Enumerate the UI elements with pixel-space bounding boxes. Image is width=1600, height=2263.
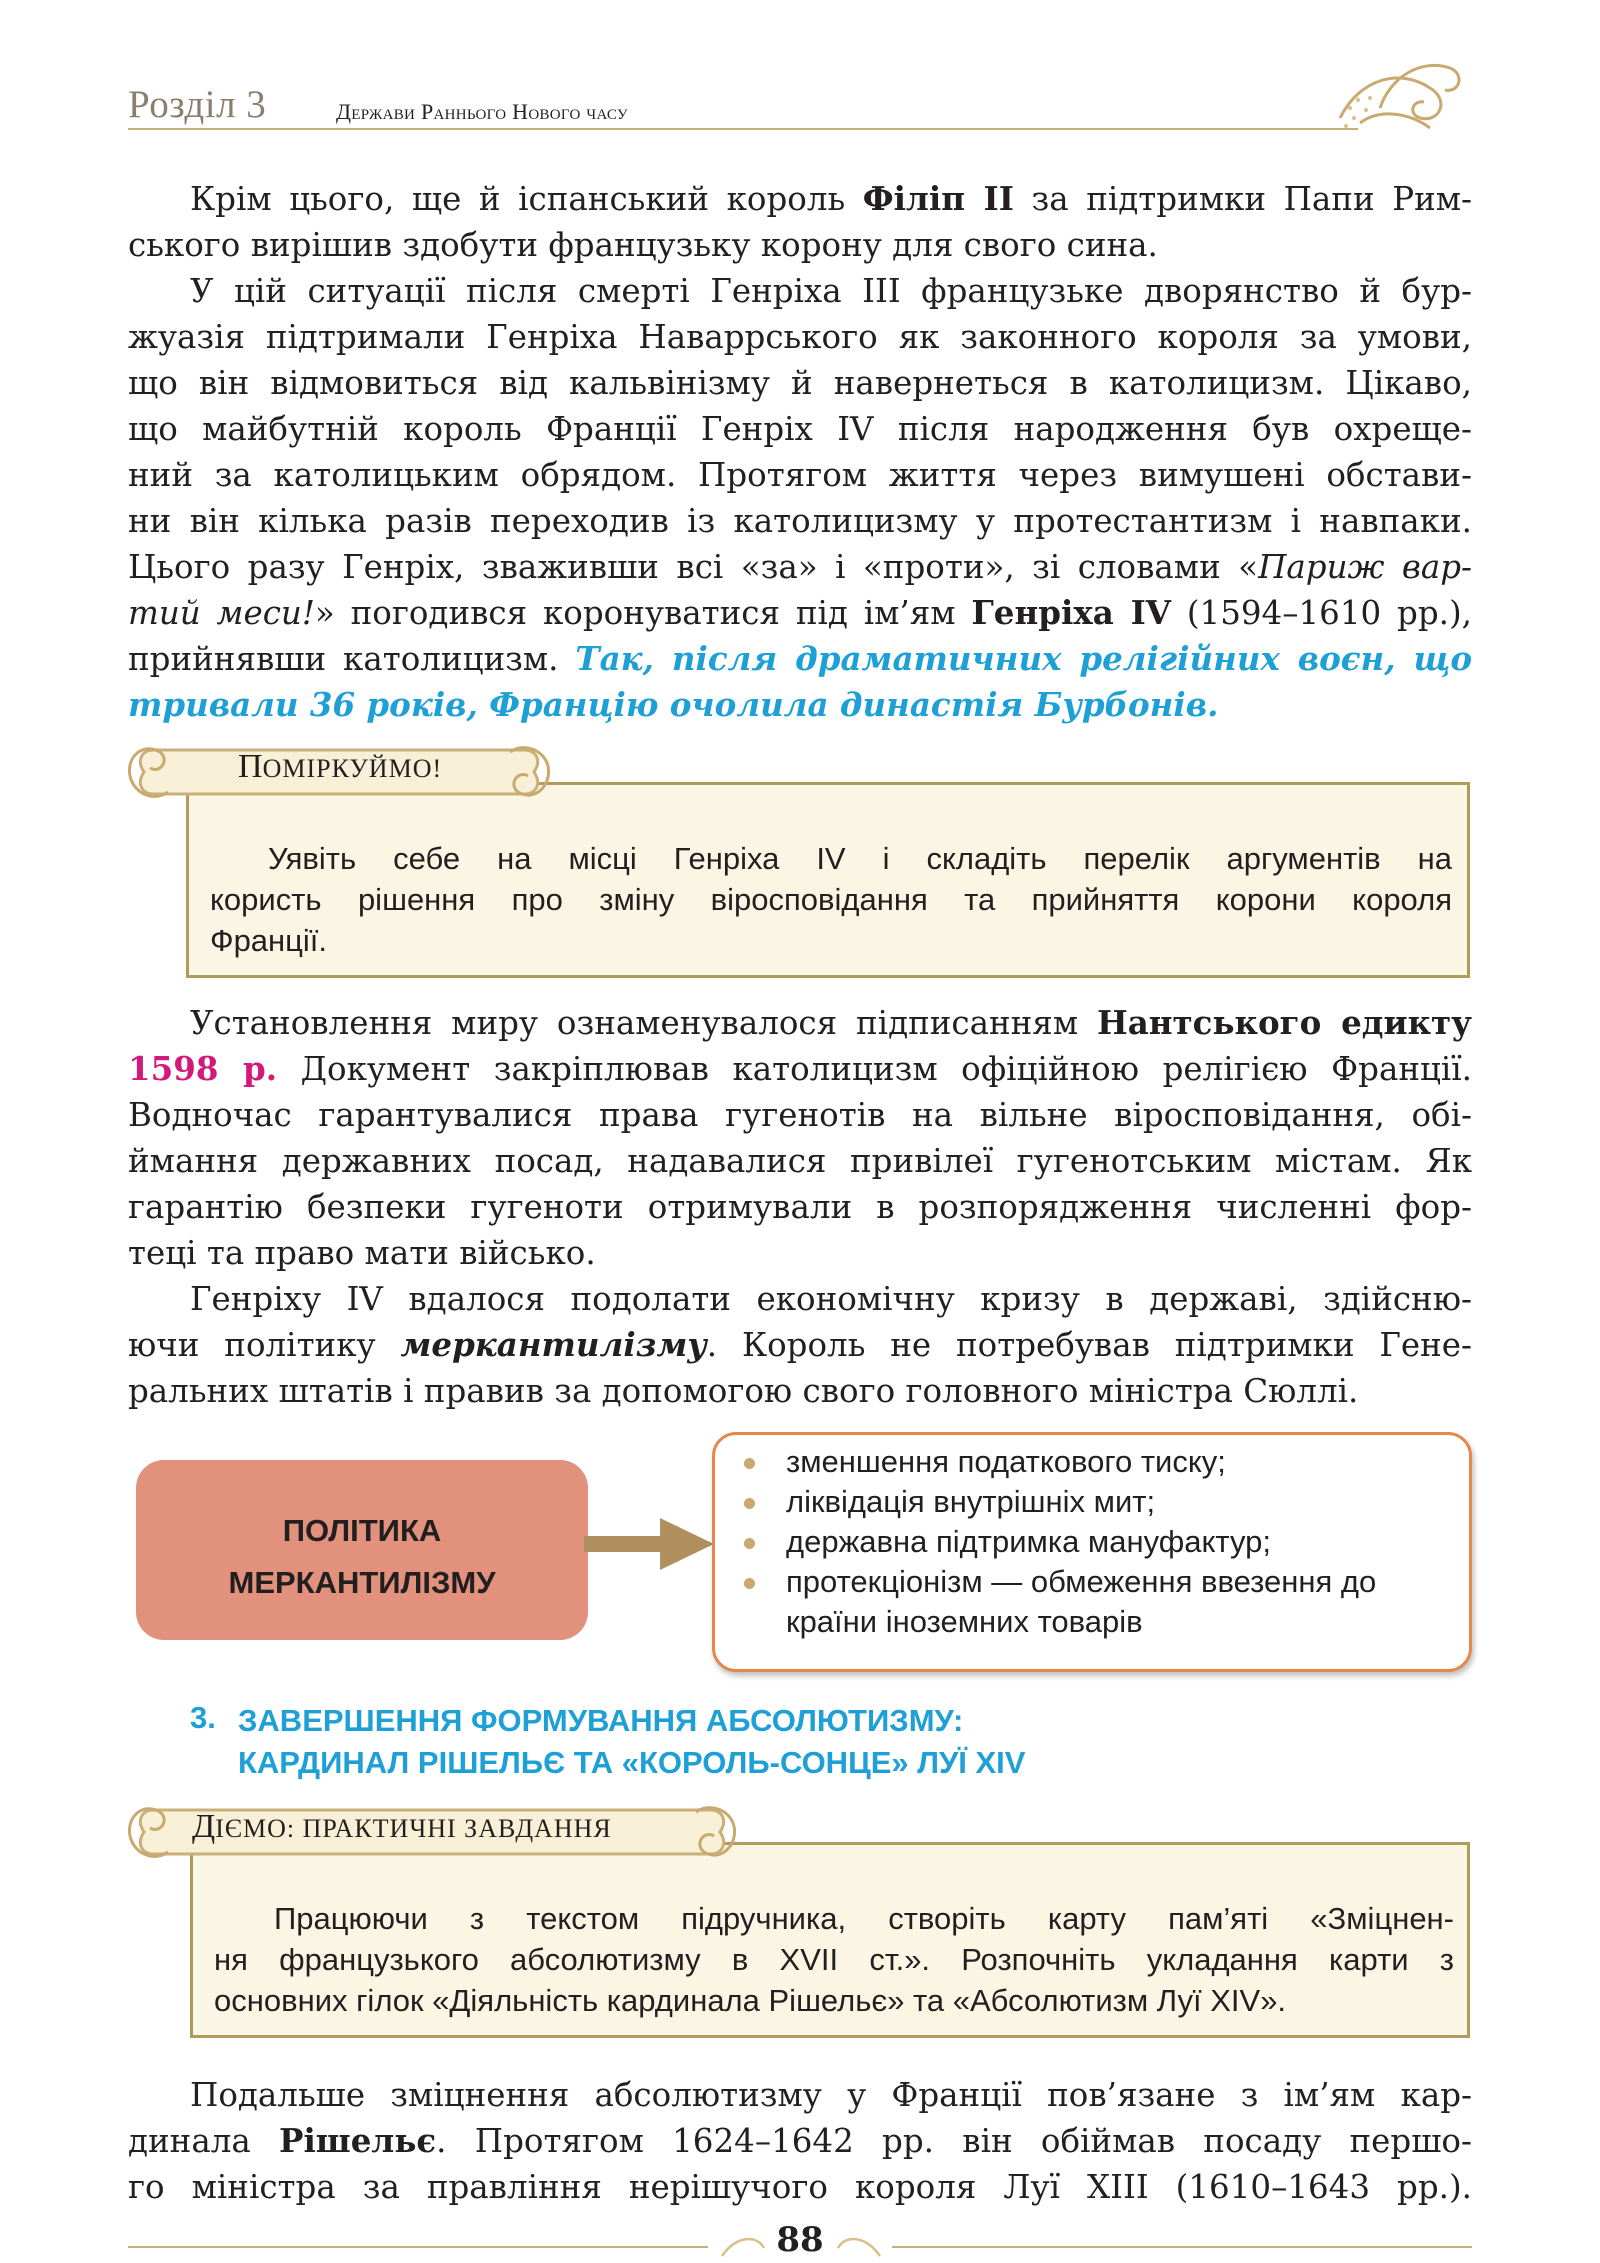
list-item: ліквідація внутрішніх мит;: [740, 1482, 1376, 1522]
richelieu-term: Рішельє: [279, 2121, 437, 2160]
chapter-title: Держави Раннього Нового часу: [336, 99, 628, 124]
key-conclusion-cont: тривали 36 років, Францію очолила династія Бурбонів.: [128, 685, 1219, 724]
footer-rule-right: [892, 2246, 1472, 2248]
paris-quote: Париж вар-: [1258, 548, 1473, 586]
header-rule: [128, 128, 1358, 130]
task-label: ДІЄМО: ПРАКТИЧНІ ЗАВДАННЯ: [192, 1808, 612, 1845]
think-label: ПОМІРКУЙМО!: [238, 748, 443, 785]
footer-rule-left: [128, 2246, 708, 2248]
think-task-text: Уявіть себе на місці Генріха IV і складіть перелік аргументів на користь рішення про зміну віросповідання та прийняття корони короля Франції.: [210, 841, 1452, 958]
list-item-continuation: країни іноземних товарів: [786, 1604, 1143, 1639]
list-item: протекціонізм — обмеження ввезення до: [740, 1562, 1376, 1602]
paragraph-nantes: Установлення миру ознаменувалося підписанням Нантського едикту 1598 р. Документ закріплював католицизм офіційною релігією Франції. Водночас гарантувалися права гугенотів на вільне віросповідання, обі- ймання державних посад, надавалися привілеї гугенотським містам. Як гарантію безпеки гугеноти отримували в розпорядження численні фор- теці та право мати військо.: [128, 1003, 1472, 1272]
paragraph-richelieu: Подальше зміцнення абсолютизму у Франції пов’язане з ім’ям кар- динала Рішельє. Протягом 1624–1642 рр. він обіймав посаду першо- го міністра за правління нерішучого короля Луї ХІІІ (1610–1643 рр.).: [128, 2076, 1472, 2206]
section-number: 3.: [190, 1700, 216, 1735]
list-item: зменшення податкового тиску;: [740, 1442, 1376, 1482]
list-item: державна підтримка мануфактур;: [740, 1522, 1376, 1562]
mercantilism-measures-list: [740, 1442, 1376, 1642]
header-ornament-icon: [1320, 38, 1470, 138]
arrow-right-icon: [584, 1514, 716, 1574]
section-heading: ЗАВЕРШЕННЯ ФОРМУВАННЯ АБСОЛЮТИЗМУ: КАРДИНАЛ РІШЕЛЬЄ ТА «КОРОЛЬ-СОНЦЕ» ЛУЇ XIV: [238, 1703, 1026, 1780]
date-1598: 1598 р.: [128, 1049, 278, 1088]
edict-of-nantes-term: Нантського едикту: [1096, 1003, 1472, 1042]
paragraph-philip: Крім цього, ще й іспанський король Філіп ІІ за підтримки Папи Рим- ського вирішив здобути французьку корону для свого сина.: [128, 179, 1472, 264]
key-conclusion: Так, після драматичних релігійних воєн, що: [575, 639, 1472, 678]
page-number: 88: [776, 2220, 824, 2260]
practical-task-text: Працюючи з текстом підручника, створіть карту пам’яті «Зміцнен- ня французького абсолютизму в XVII ст.». Розпочніть укладання карти з основних гілок «Діяльність кардинала Рішельє» та «Абсолютизм Луї XIV».: [214, 1901, 1454, 2018]
mercantilism-title: ПОЛІТИКА МЕРКАНТИЛІЗМУ: [228, 1513, 496, 1600]
henry-iv-term: Генріха IV: [971, 593, 1172, 632]
paragraph-mercantilism: Генріху IV вдалося подолати економічну кризу в державі, здійсню- ючи політику меркантилізму. Король не потребував підтримки Гене- ральних штатів і правив за допомогою свого головного міністра Сюллі.: [128, 1280, 1473, 1410]
philip-ii-term: Філіп ІІ: [862, 179, 1014, 218]
mercantilism-term: меркантилізму: [400, 1325, 707, 1364]
paragraph-henry-iv: У цій ситуації після смерті Генріха ІІІ французьке дворянство й бур- жуазія підтримали Генріха Наваррського як законного короля за умови, що він відмовиться від кальвінізму й навернеться в католицизм. Цікаво, що майбутній король Франції Генріх IV після народження був охреще- ний за католицьким обрядом. Протягом життя через вимушені обстави- ни він кілька разів переходив із католицизму у протестантизм і навпаки. Цього разу Генріх, зваживши всі «за» і «проти», зі словами «Париж вар- тий меси!» погодився коронуватися під ім’ям Генріха IV (1594–1610 рр.), прийнявши католицизм. Так, після драматичних релігійних воєн, що тривали 36 років, Францію очолила династія Бурбонів.: [128, 268, 1472, 728]
chapter-label: Розділ 3: [128, 83, 267, 126]
